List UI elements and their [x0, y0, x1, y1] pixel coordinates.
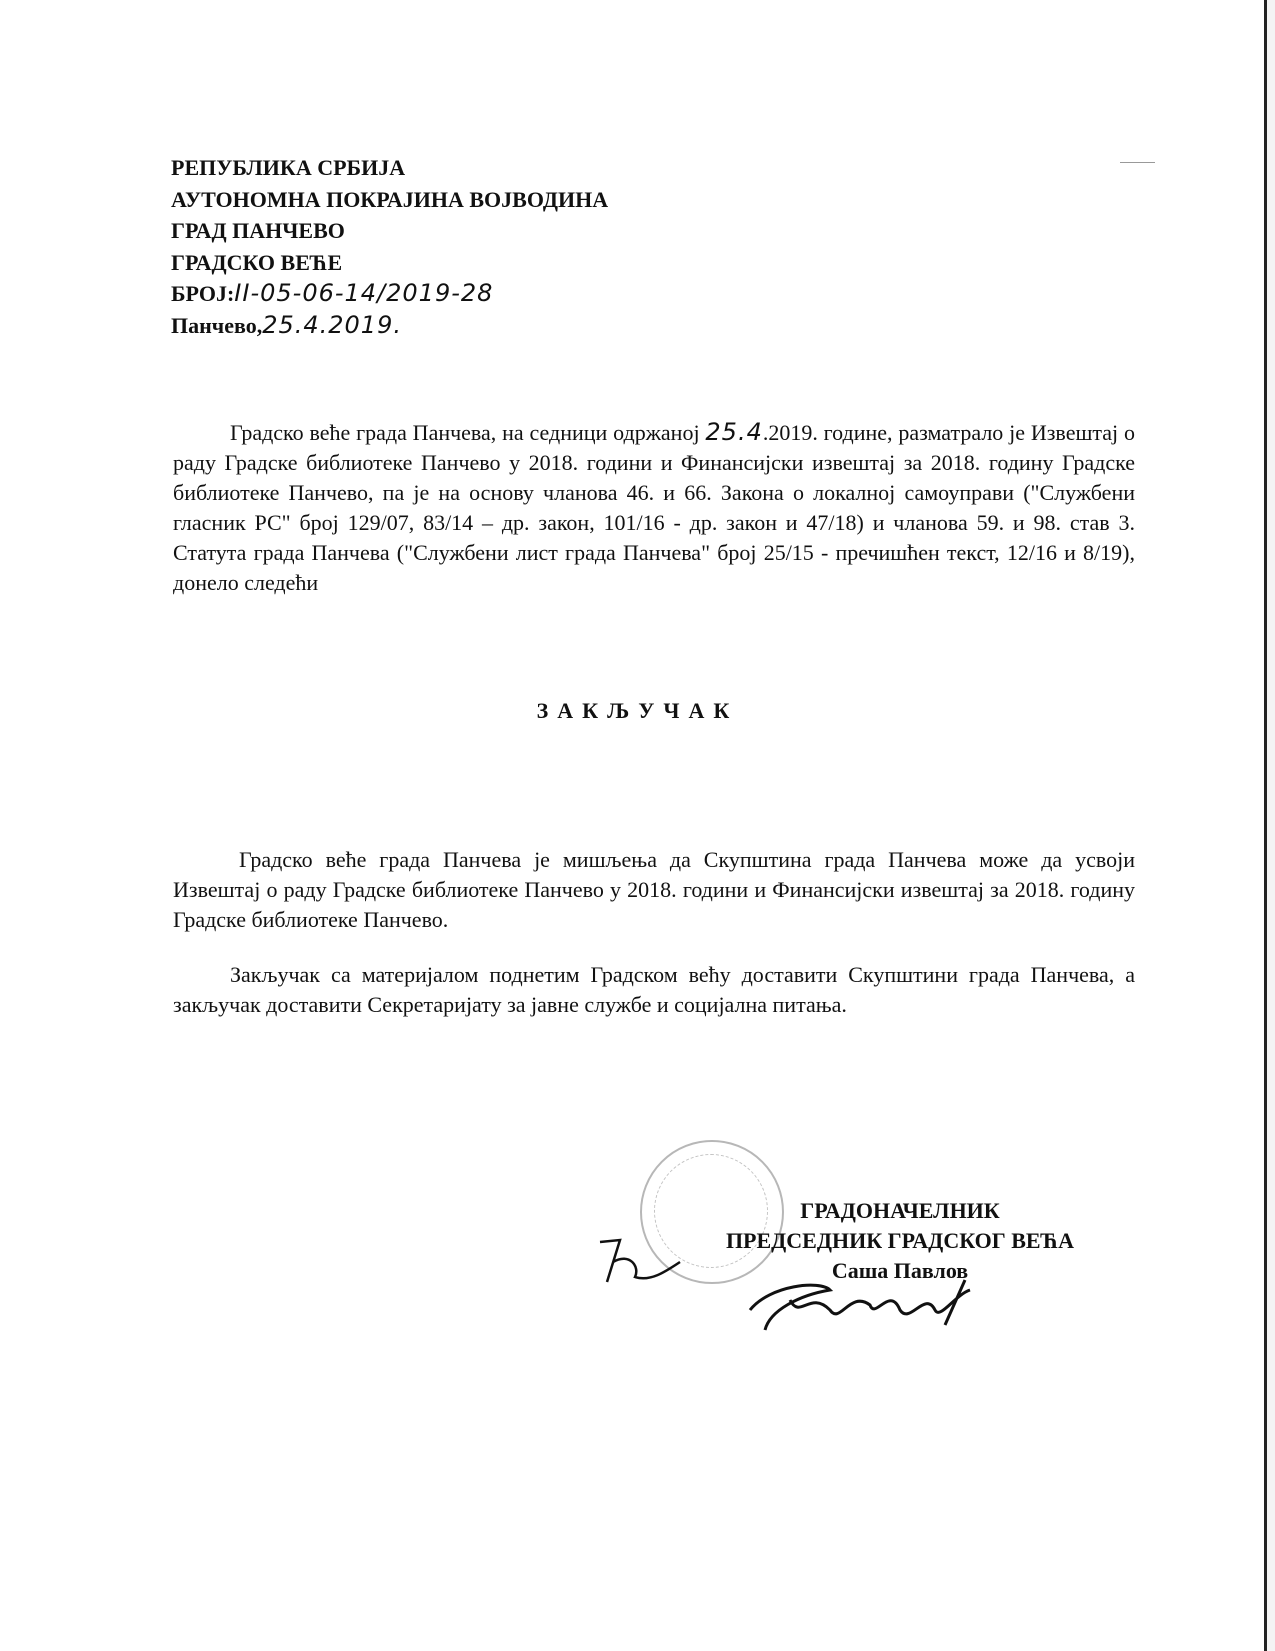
session-date-handwritten: 25.4: [705, 418, 763, 446]
intro-paragraph: [173, 417, 1135, 598]
date-handwritten: 25.4.2019.: [262, 310, 402, 339]
scan-mark: [1120, 162, 1155, 163]
place-label: Панчево,: [171, 312, 263, 338]
header-line: ГРАДСКО ВЕЋЕ: [171, 249, 343, 275]
header-line: РЕПУБЛИКА СРБИЈА: [171, 155, 406, 180]
initials-handwritten: [595, 1222, 685, 1292]
handwritten-signature: [740, 1270, 1020, 1340]
header-line: АУТОНОМНА ПОКРАЈИНА ВОЈВОДИНА: [171, 186, 609, 212]
number-handwritten: II-05-06-14/2019-28: [234, 279, 494, 307]
body-text: Закључак са материјалом поднетим Градском већу доставити Скупштини града Панчева, а закључак доставити Секретаријату за јавне службе и социјална питања.: [173, 962, 1135, 1017]
signatory-name: Саша Павлов: [831, 1258, 969, 1283]
document-number: [171, 278, 608, 310]
scan-border-line: [1264, 0, 1267, 1651]
body-paragraph: [173, 845, 1135, 935]
body-text: Градско веће града Панчева је мишљења да Скупштина града Панчева може да усвоји Извештај о раду Градске библиотеке Панчево у 2018. години и Финансијски извештај за 2018. годину Градске библиотеке Панчево.: [173, 847, 1135, 932]
header-line: ГРАД ПАНЧЕВО: [171, 218, 345, 243]
document-header: [171, 152, 608, 341]
document-title: ЗАКЉУЧАК: [536, 698, 739, 723]
signatory-title: ГРАДОНАЧЕЛНИК: [800, 1198, 1000, 1223]
intro-text: .2019. године, разматрало је Извештај о раду Градске библиотеке Панчево у 2018. години и Финансијски извештај за 2018. годину Градске библиотеке Панчево, па је на основу чланова 46. и 66. Закона о локалној самоуправи ("Службени гласник РС" број 129/07, 83/14 – др. закон, 101/16 - др. закон и 47/18) и чланова 59. и 98. став 3. Статута града Панчева ("Службени лист града Панчева" број 25/15 - пречишћен текст, 12/16 и 8/19), донело следећи: [173, 420, 1135, 595]
intro-text: Градско веће града Панчева, на седници одржаној: [230, 420, 706, 445]
number-label: БРОЈ:: [171, 281, 235, 306]
body-paragraph: [173, 960, 1135, 1020]
scan-edge: [1267, 0, 1275, 1651]
document-date: [171, 310, 608, 342]
signatory-title: ПРЕДСЕДНИК ГРАДСКОГ ВЕЋА: [725, 1228, 1075, 1253]
